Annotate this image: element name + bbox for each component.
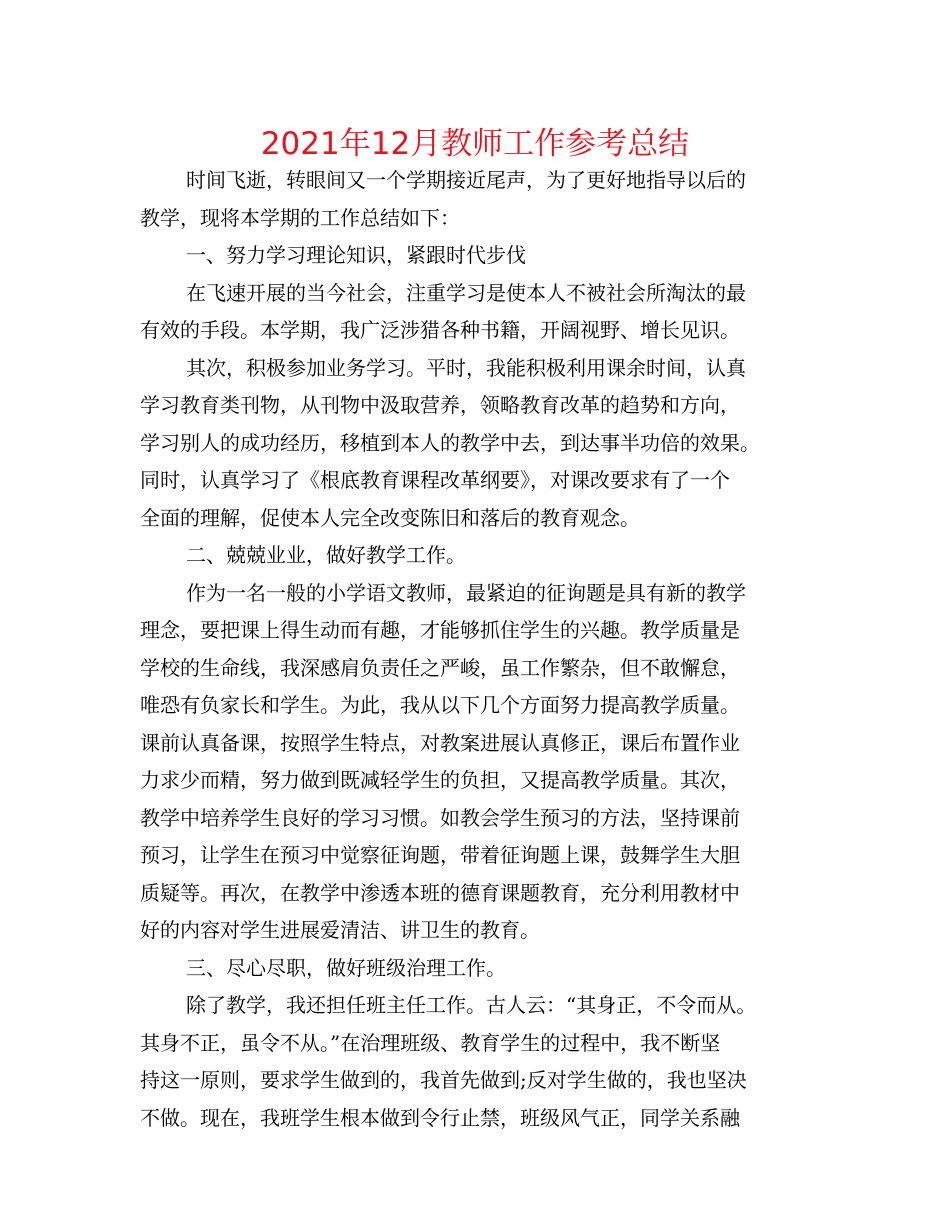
text-line: 有效的手段。本学期，我广泛涉猎各种书籍，开阔视野、增长见识。 [140,318,740,342]
document-body [140,162,830,1137]
text-line: 教学中培养学生良好的学习习惯。如教会学生预习的方法，坚持课前 [140,805,740,830]
text-line: 其身不正，虽令不从。”在治理班级、教育学生的过程中，我不断坚 [140,1030,721,1055]
text-line: 持这一原则，要求学生做到的，我首先做到;反对学生做的，我也坚决 [140,1068,747,1092]
text-line: 理念，要把课上得生动而有趣，才能够抓住学生的兴趣。教学质量是 [140,618,740,642]
text-line: 全面的理解，促使本人完全改变陈旧和落后的教育观念。 [140,505,640,530]
text-line: 课前认真备课，按照学生特点，对教案进展认真修正，课后布置作业 [140,730,740,755]
text-line: 一、努力学习理论知识，紧跟时代步伐 [186,243,526,267]
text-line: 时间飞逝，转眼间又一个学期接近尾声，为了更好地指导以后的 [186,168,746,192]
text-line: 学校的生命线，我深感肩负责任之严峻，虽工作繁杂，但不敢懈怠， [140,655,740,680]
text-line: 质疑等。再次，在教学中渗透本班的德育课题教育，充分利用教材中 [140,880,740,905]
text-line: 学习教育类刊物，从刊物中汲取营养，领略教育改革的趋势和方向， [140,393,740,417]
text-line: 力求少而精，努力做到既减轻学生的负担，又提高教学质量。其次， [140,768,740,792]
text-line: 唯恐有负家长和学生。为此，我从以下几个方面努力提高教学质量。 [140,693,740,717]
text-line: 好的内容对学生进展爱清洁、讲卫生的教育。 [140,918,540,942]
text-line: 作为一名一般的小学语文教师，最紧迫的征询题是具有新的教学 [186,580,746,605]
text-line: 除了教学，我还担任班主任工作。古人云：“其身正，不令而从。 [186,993,757,1017]
text-line: 预习，让学生在预习中觉察征询题，带着征询题上课，鼓舞学生大胆 [140,843,740,867]
text-line: 二、兢兢业业，做好教学工作。 [186,543,466,567]
text-line: 其次，积极参加业务学习。平时，我能积极利用课余时间，认真 [186,355,746,380]
text-line: 同时，认真学习了《根底教育课程改革纲要》，对课改要求有了一个 [140,468,730,492]
text-line: 在飞速开展的当今社会，注重学习是使本人不被社会所淘汰的最 [186,280,746,305]
text-line: 三、尽心尽职，做好班级治理工作。 [186,955,506,980]
document-title: 2021年12月教师工作参考总结 [260,126,690,162]
text-line: 学习别人的成功经历，移植到本人的教学中去，到达事半功倍的效果。 [140,430,760,455]
text-line: 教学，现将本学期的工作总结如下： [140,205,460,230]
text-line: 不做。现在，我班学生根本做到令行止禁，班级风气正，同学关系融 [140,1105,740,1130]
